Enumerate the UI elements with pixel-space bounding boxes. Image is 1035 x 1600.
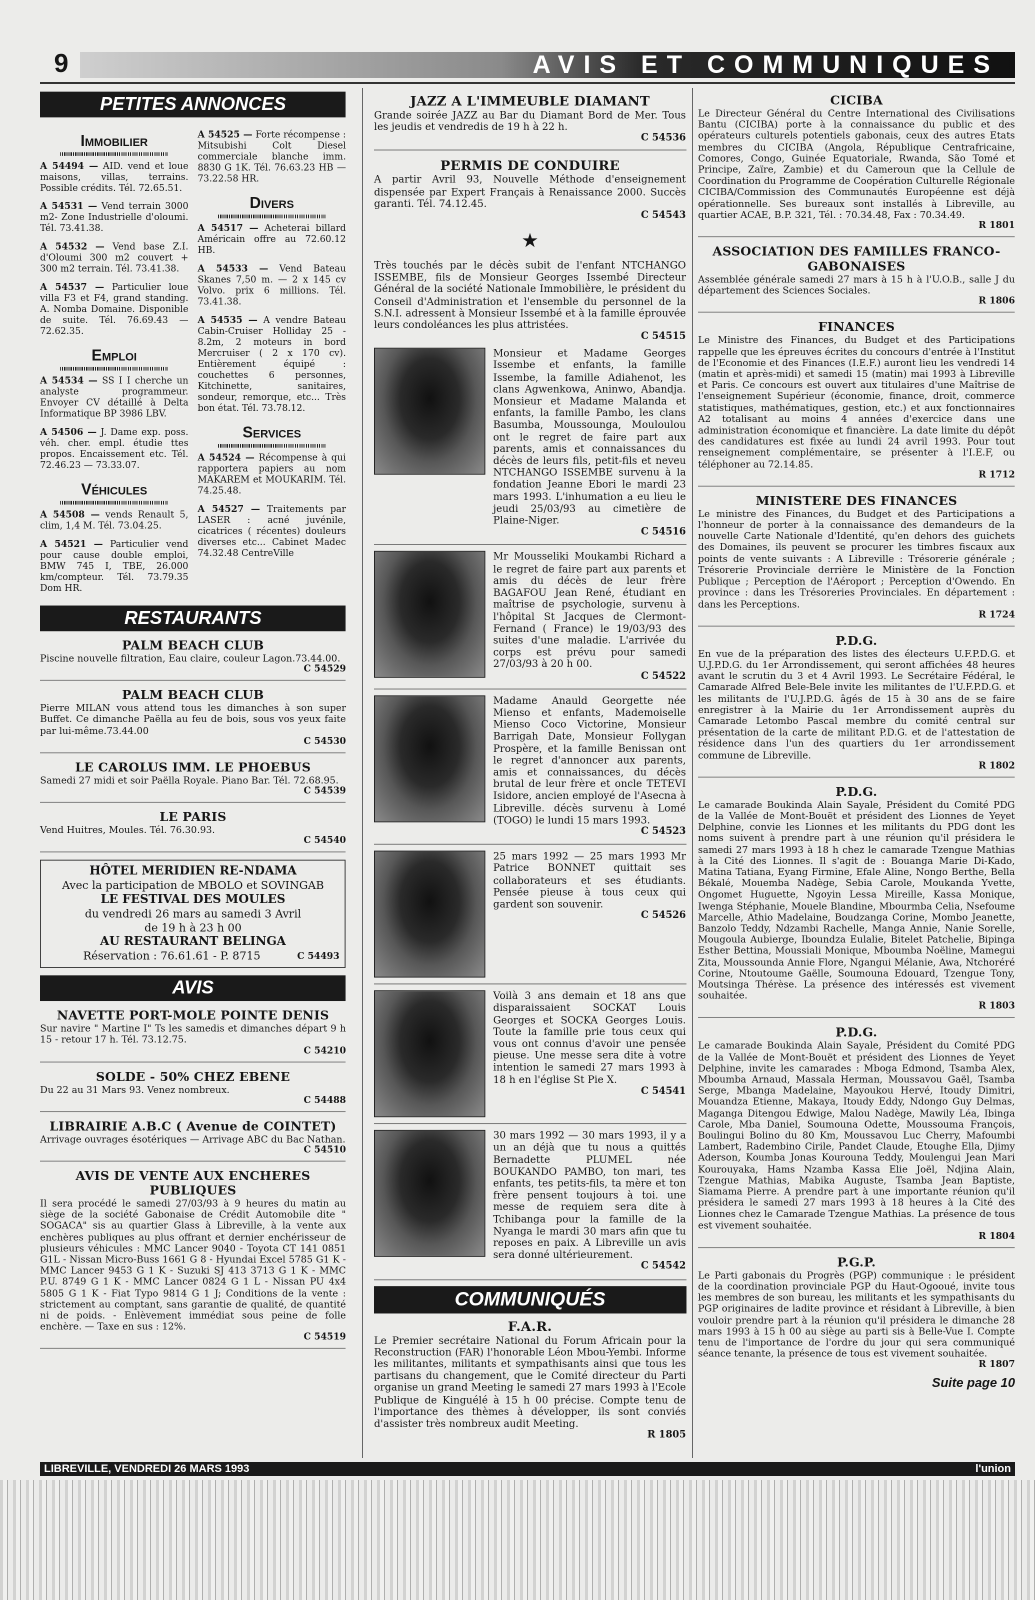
ad-text: AID. vend et loue maisons, villas, terrains. Possible crédits. Tél. 72.65.51.: [40, 161, 189, 194]
notice-far: [374, 1319, 686, 1441]
communique-title: FINANCES: [818, 320, 895, 336]
ad-number: A 54532 —: [40, 242, 105, 253]
ad-number: A 54517 —: [197, 223, 259, 234]
ad-list: [198, 130, 346, 185]
classified-ad: [40, 539, 188, 594]
notice-title: JAZZ A L'IMMEUBLE DIAMANT: [410, 93, 650, 110]
notice-text: Il sera procédé le samedi 27/03/93 à 9 heures du matin au siège de la société Gabonaise de Crédit Automobile dite " SOGACA" sis au quartier Glass à Libreville, à la vente aux enchères publiques au plus offrant et dernier enchérisseur de plusieurs véhicules : MMC Lancer 9040 - Toyota CT 141 0851 G1L - Nissan Micro-Buss 1661 G 8 - Hyundai Excel 5785 G1 K - MMC Lancer 9453 G 1 K - Suzuki SJ 413 3713 G 1 K - MMC P.U. 8749 G 1 K - MMC Lancer 0824 G 1 L - Nissan PU 4x4 5805 G 1 K - Fiat Typo 9814 G 1 J; Conditions de la vente : strictement au comptant, sans garantie de qualité, de quantité ni de poids. - Enlèvement immédiat sous peine de folle enchère. — Taxe en sus : 12%.: [40, 1198, 346, 1333]
notice-title: SOLDE - 50% CHEZ EBENE: [95, 1069, 291, 1085]
divider: [40, 1161, 346, 1162]
meridien-line: [46, 950, 339, 964]
star-ornament: ★: [521, 228, 539, 253]
restaurants-heading: RESTAURANTS: [40, 606, 346, 632]
divider: [374, 1279, 686, 1280]
ad-reference: R 1804: [978, 1231, 1015, 1242]
meridien-line: AU RESTAURANT BELINGA: [100, 935, 286, 949]
divider: [698, 625, 1015, 626]
top-rule: [40, 82, 1015, 84]
ad-reference: R 1805: [647, 1429, 686, 1441]
category-vehicules: Véhicules: [81, 480, 148, 499]
notice-text: Vend Huitres, Moules. Tél. 76.30.93.: [40, 824, 215, 836]
ad-list: [198, 224, 346, 415]
category-rule: [60, 367, 168, 371]
notice-text: A partir Avril 93, Nouvelle Méthode d'enseignement dispensée par Expert Français à Renaissance 2000. Succès garanti. Tél. 74.12.45.: [374, 174, 686, 210]
divider: [40, 1348, 346, 1349]
communique-list: [698, 94, 1015, 1371]
ad-text: SS I I cherche un analyste programmeur. Envoyer CV détaillé à Delta Informatique BP 3986 LBV.: [40, 376, 189, 420]
meridien-reservation: Réservation : 76.61.61 - P. 8715: [83, 949, 261, 963]
ad-reference: R 1801: [978, 220, 1015, 231]
divider: [374, 150, 686, 151]
ad-text: vends Renault 5, clim, 1,4 M. Tél. 73.04.25.: [40, 510, 189, 532]
ad-list: [198, 453, 346, 559]
classified-ad: [198, 264, 346, 308]
ad-text: Particulier vend pour cause double emploi, BMW 745 I, TBE, 26.000 km/compteur. Tél. 73.79.35 Dom HR.: [40, 539, 189, 594]
classified-ad: [40, 202, 188, 235]
notice-text: Très touchés par le décès subit de l'enfant NTCHANGO ISSEMBE, fils de Monsieur Georges Issembé Directeur Général de la société Nationale Immobilière, le président du Conseil d'Administration et l'ensemble du personnel de la S.N.I. adressent à Monsieur Issembé et à la famille éprouvée leurs condoléances les plus attristées.: [374, 259, 686, 332]
notice: [40, 760, 346, 796]
communique-text: Assemblée générale samedi 27 mars à 15 h à l'U.O.B., salle J du département des Sciences Sociales.: [698, 274, 1015, 297]
notice-jazz: [374, 94, 686, 144]
petites-annonces-heading: PETITES ANNONCES: [40, 92, 346, 118]
ad-reference: C 54540: [303, 836, 346, 847]
meridien-title: HÔTEL MERIDIEN RE-NDAMA: [89, 864, 297, 879]
communiques-heading: COMMUNIQUÉS: [374, 1286, 686, 1313]
obituary-text: Voilà 3 ans demain et 18 ans que disparaissaient SOCKAT Louis Georges et SOCKA Georges Louis. Toute la famille prie tous ceux qui vous ont connus d'avoir une pensée pieuse. Une messe sera dite à votre intention le samedi 27 mars 1993 à 18 h en l'église St Pie X.: [493, 990, 686, 1086]
communique: [698, 785, 1015, 1012]
notice-text: Arrivage ouvrages ésotériques — Arrivage ABC du Bac Nathan.: [40, 1133, 346, 1145]
classifieds-col-b: [198, 123, 346, 602]
notice-title: LIBRAIRIE A.B.C ( Avenue de COINTET): [49, 1119, 337, 1134]
divider: [374, 544, 686, 545]
divider: [374, 984, 686, 985]
ad-number: A 54533 —: [197, 264, 269, 275]
divider: [698, 312, 1015, 313]
notice: [40, 639, 346, 675]
ad-reference: C 54529: [303, 664, 346, 675]
communique: [698, 634, 1015, 771]
ad-text: Vend terrain 3000 m2- Zone Industrielle d'oloumi. Tél. 73.41.38.: [40, 201, 189, 234]
communique: [698, 1255, 1015, 1370]
communique-text: Le camarade Boukinda Alain Sayale, Président du Comité PDG de la Vallée de Mont-Bouët et président des Lionnes de Yeyet Delphine, convie les Lionnes et les militants du PDG dont les noms suivent à prendre part à une réunion qu'il présidera le samedi 27 mars 1993 à 18 h chez le camarade Tzengue Mathias à la Cité des Lionnes. Il s'agit de : Bouanga Marie Di-Kado, Matina Tatiana, Eyang Firmine, Efale Aline, Nongo Berthe, Bella Békalé, Mouemba Nadège, Sebia Carole, Moukanda Yvette, Ongomet Huguette, Ngoyin Lessa Mireille, Kassa Monique, Iwenga Stéphanie, Mouele Blandine, Mbourmba Celia, Nsefoume Marcelle, Athio Madelaine, Boudzanga Corine, Mombo Jeanette, Banzolo Teddy, Ndzambi Rachelle, Manga Annie, Nanie Sorelle, Mougoula Aubierge, Iboundza Eulalie, Bitelet Patchelie, Bipinga Esther Bettina, Moussiali Monique, Mboumba Noëline, Mamegui Zita, Moussounda Annie Flore, Ngangui Mélanie, Awa, Ntchoréré Corine, Ntoutoume Gaëlle, Soumouna Edouard, Tzengue Tony, Moutsinga Thérèse. La présence des intéressés est vivement souhaitée.: [698, 799, 1015, 1002]
obituary: [374, 348, 686, 539]
divider: [698, 486, 1015, 487]
communique-title: CICIBA: [830, 93, 883, 109]
obituary-body: [493, 851, 686, 978]
column-rule: [692, 88, 693, 1458]
ad-number: A 54535 —: [197, 315, 258, 326]
notice-text: Pierre MILAN vous attend tous les dimanches à son super Buffet. Ce dimanche Paëlla au feu de bois, sous vos yeux faite par lui-même.73.44.00: [40, 702, 346, 737]
ad-reference: C 54510: [303, 1145, 346, 1156]
ad-reference: R 1806: [978, 296, 1015, 307]
communique-text: Le ministre des Finances, du Budget et des Participations a l'honneur de porter à la connaissance des demandeurs de la nouvelle Carte Nationale d'Identité, qu'en dehors des guichets des Domaines, ils peuvent se procurer les timbres fiscaux aux points de vente suivants : A Libreville : Trésorerie générale ; Trésorerie Provinciale derrière le Ministère de la Fonction Publique ; Perception de l'Aéroport ; Perception d'Owendo. En province : dans les Trésoreries Provinciales. En département : dans les Perceptions.: [698, 508, 1015, 610]
notice: [40, 1070, 346, 1106]
obituary-text: 25 mars 1992 — 25 mars 1993 Mr Patrice BONNET quittait ses collaborateurs et ses étudiants. Pensée pieuse à tous ceux qui gardent son souvenir.: [493, 850, 686, 911]
ad-text: Particulier loue villa F3 et F4, grand standing. A. Nomba Domaine. Disponible de suite. Tél. 76.69.43 — 72.62.35.: [40, 282, 189, 337]
communique: [698, 1026, 1015, 1242]
category-rule: [60, 152, 168, 156]
ad-number: A 54506 —: [40, 427, 97, 438]
restaurant-list: [40, 639, 346, 853]
notice-text: Samedi 27 midi et soir Paëlla Royale. Piano Bar. Tél. 72.68.95.: [40, 775, 339, 787]
communique-title: P.D.G.: [835, 1025, 878, 1041]
ad-number: A 54531 —: [40, 201, 98, 212]
notice: [40, 810, 346, 846]
classified-ad: [198, 316, 346, 415]
column-rule: [362, 88, 363, 1458]
obituary: [374, 551, 686, 682]
ad-text: Vend base Z.I. d'Oloumi 300 m2 couvert + 300 m2 terrain. Tél. 73.41.38.: [40, 242, 189, 275]
continued-link[interactable]: Suite page 10: [931, 1375, 1015, 1391]
classified-ad: [40, 283, 188, 338]
ad-reference: C 54523: [640, 826, 686, 837]
ad-reference: C 54519: [303, 1332, 346, 1343]
ad-number: A 54524 —: [197, 453, 255, 464]
communique-text: Le Parti gabonais du Progrès (PGP) communique : le président de la coordination provinciale PGP du Haut-Ogooué, invite tous les membres de son bureau, les militants et les sympathisants du PGP originaires de ladite province et résidant à Libreville, à bien vouloir prendre part à la réunion qu'il présidera le dimanche 28 mars 1993 à 15 h 00 au siège au parti sis à Belle-Vue I. Compte tenu de l'importance de l'ordre du jour qui sera communiqué séance tenante, la présence de tous est vivement souhaitée.: [698, 1270, 1015, 1360]
divider: [40, 1061, 346, 1062]
ad-number: A 54508 —: [40, 510, 100, 521]
communique: [698, 245, 1015, 307]
category-emploi: Emploi: [91, 346, 137, 365]
notice-title: PERMIS DE CONDUIRE: [440, 158, 620, 175]
notice-text: Piscine nouvelle filtration, Eau claire, couleur Lagon.73.44.00.: [40, 653, 341, 665]
ad-reference: R 1802: [978, 760, 1015, 771]
ad-reference: C 54522: [640, 670, 686, 682]
communique-text: En vue de la préparation des listes des électeurs U.F.P.D.G. et U.J.P.D.G. du 1er Arrondissement, qui seront affichées 48 heures avant le scrutin du 3 et 4 Avril 1993. Le Secrétaire Fédéral, le Camarade Alfred Bele-Bele invite les militantes de l'U.F.P.D.G. et les militants de l'U.J.P.D.G. âgés de 15 à 30 ans de se faire enregistrer à la Mairie du 1er Arrondissement auprès du Camarade Letombo Pascal membre du comité central sur présentation de la carte de militant P.D.G. et de l'attestation de résidence dans l'un des quartiers du 1er arrondissement commune de Libreville.: [698, 648, 1015, 761]
section-title: AVIS ET COMMUNIQUES: [532, 52, 999, 78]
obituary-body: [493, 1130, 686, 1273]
communique-title: P.D.G.: [835, 784, 878, 800]
category-rule: [218, 215, 326, 219]
obituary-text: Madame Anauld Georgette née Mienso et enfants, Mademoiselle Mienso Coco Victorine, Monsieur Barrigah Date, Monsieur Follygan Prospère, et la famille Benissan ont le regret d'annoncer aux parents, amis et connaissances, du décès brutal de leur frère et oncle TETEVI Isidore, ancien employé de l'Asecna à Libreville. décès survenu à Lomé (TOGO) le lundi 15 mars 1993.: [493, 695, 686, 826]
communique-text: Le camarade Boukinda Alain Sayale, Président du Comité PDG de la Vallée de Mont-Bouët et président des Lionnes de Yeyet Delphine, invite les camarades : Mboga Edmond, Tsamba Alex, Mboumba Arnaud, Massala Herman, Moussavou Gaël, Tsamba Serge, Mbanga Madelaine, Mayoukou Hervé, Itoudy Dimitri, Mouandza Etienne, Makaya, Itoudy Eddy, Ndongo Guy Delmas, Maganga Ditengou Edwige, Malou Nadège, Mawily Léa, Ibinga Carole, Mba Daniel, Soumouna Odette, Moussouma François, Boulingui Bolino du 80 Km, Moussavou Luc Cherry, Mafoumbi Lambert, Radembino Cirile, Pandet Claude, Etoughe Ella, Djimy Aderson, Koumba Jonas Kourouna Teddy, Moulengui Jean Mari Kourouyaka, Hams Nzamba Kassa Elie Joël, Ndjina Alain, Tzengue Mathias, Mabika Auguste, Tsamba Jean Baptiste, Siamama Pierre. A prendre part à une importante réunion qu'il présidera le samedi 27 mars 1993 à 18 heures à la Cité des Lionnes chez le Camarade Tzengue Mathias. La présence de tous est vivement souhaitée.: [698, 1040, 1015, 1232]
communique-title: MINISTERE DES FINANCES: [755, 493, 958, 509]
notice-title: AVIS DE VENTE AUX ENCHERES PUBLIQUES: [75, 1168, 311, 1199]
category-services: Services: [242, 423, 302, 442]
portrait-photo: [374, 695, 485, 822]
avis-list: [40, 1009, 346, 1350]
meridien-box: [40, 860, 346, 968]
obituary: [374, 851, 686, 978]
notice-text: Sur navire " Martine I" Ts les samedis et dimanches départ 9 h 15 - retour 17 h. Tél. 73.12.75.: [40, 1023, 346, 1046]
classified-ad: [40, 161, 188, 194]
ad-number: A 54525 —: [197, 130, 253, 141]
category-divers: Divers: [249, 194, 294, 212]
divider: [40, 752, 346, 753]
ad-reference: C 54539: [303, 786, 346, 797]
ad-text: A vendre Bateau Cabin-Cruiser Holliday 25 - 8.2m, 2 moteurs in bord Mercruiser ( 2 x 170 cv). Entièrement équipé : couchettes 6 personnes, Kitchinette, sanitaires, sondeur, remorque, etc... Très bon état. Tél. 73.78.12.: [197, 315, 346, 414]
notice-text: Le Premier secrétaire National du Forum Africain pour la Reconstruction (FAR) l'honorable Léon Mbou-Yembi. Informe les militantes, militants et sympathisants ainsi que tous les partisans du changement, que le Comité directeur du Parti organise un grand Meeting le samedi 27 mars 1993 à l'Ecole Publique de Kinguélé à 15 h 00 précise. Compte tenu de l'importance des thèmes à développer, ils sont conviés d'assister très nombreux audit Meeting.: [374, 1334, 686, 1430]
notice-title: PALM BEACH CLUB: [121, 638, 265, 654]
classified-ad: [40, 376, 188, 420]
category-immobilier: Immobilier: [80, 132, 148, 150]
obituary: [374, 1130, 686, 1273]
communique-text: Le Directeur Général du Centre International des Civilisations Bantu (CICIBA) porte à la connaissance du public et des opérateurs culturels potentiels gabonais, ceux des autres Etats membres du CICIBA (Angola, République Centrafricaine, Comores, Congo, Guinée Equatoriale, Rwanda, São Tomé et Principe, Zaïre, Zambie) et du Cameroun que la Cellule de Coordination du Programme de Coopération Culturelle Régionale CICIBA/Commission des Communautés Européenne est déjà opérationnelle. Ses bureaux sont installés à Libreville, au quartier ACAE, B.P. 321, Tél. : 70.34.48, Fax : 70.34.49.: [698, 108, 1015, 221]
classified-ad: [198, 505, 346, 560]
obituary-body: [493, 348, 686, 539]
ad-reference: R 1724: [978, 609, 1015, 620]
ad-text: J. Dame exp. poss. véh. cher. empl. étudie ttes propos. Encaissement etc. Tél. 72.46.23 — 73.33.07.: [40, 427, 189, 471]
obituary-body: [493, 551, 686, 682]
notice-text: Du 22 au 31 Mars 93. Venez nombreux.: [40, 1084, 230, 1096]
ad-list: [40, 510, 188, 594]
meridien-line: de 19 h à 23 h 00: [144, 921, 242, 935]
portrait-photo: [374, 348, 485, 475]
notice: [40, 688, 346, 746]
meridien-line: du vendredi 26 mars au samedi 3 Avril: [84, 907, 302, 921]
notice-title: NAVETTE PORT-MOLE POINTE DENIS: [56, 1008, 330, 1024]
page-footer: [40, 1462, 1015, 1476]
ad-list: [40, 376, 188, 471]
notice: [40, 1169, 346, 1343]
communique-title: P.G.P.: [837, 1255, 876, 1271]
column-left: [40, 88, 346, 1355]
newspaper-name: l'union: [975, 1463, 1011, 1475]
communique-text: Le Ministre des Finances, du Budget et des Participations rappelle que les épreuves écrites du concours d'entrée à l'Institut de l'Economie et des Finances (I.E.F.) auront lieu les vendredi 14 (matin et après-midi) et samedi 15 (matin) mai 1993 à Libreville et Paris. Ce concours est ouvert aux titulaires d'une Maîtrise de l'enseignement Supérieur (économie, finance, droit, commerce statistiques, mathématiques, gestion, etc.) et aux fonctionnaires A2 totalisant au moins 4 années d'exercice dans une administration économique et financière. La date limite du dépôt des candidatures est fixée au lundi 24 avril 1993. Pour tout renseignement complémentaire, se présenter à l'I.E.F, ou téléphoner au 72.14.85.: [698, 335, 1015, 470]
notice-title: F.A.R.: [507, 1318, 553, 1335]
meridien-line: Avec la participation de MBOLO et SOVINGAB: [62, 879, 324, 893]
ad-reference: C 54530: [303, 736, 346, 747]
ad-text: Acheterai billard Américain offre au 72.60.12 HB.: [197, 223, 346, 256]
meridien-line: LE FESTIVAL DES MOULES: [100, 892, 286, 907]
communique-title: P.D.G.: [835, 633, 878, 649]
scan-noise: [0, 1480, 1035, 1600]
communique: [698, 494, 1015, 620]
portrait-photo: [374, 990, 485, 1117]
divider: [40, 680, 346, 681]
portrait-photo: [374, 1130, 485, 1257]
ad-number: A 54534 —: [40, 376, 98, 387]
obituary-text: Mr Mousseliki Moukambi Richard a le regret de faire part aux parents et amis du décès de leur frère BAGAFOU Jean René, étudiant en maîtrise de psychologie, survenu à l'hôpital St Jacques de Clermont-Fernand ( France) le 19/03/93 des suites d'une maladie. L'arrivée du corps est prévu pour samedi 27/03/93 à 20 h 00.: [493, 551, 686, 671]
divider: [374, 688, 686, 689]
notice-permis: [374, 159, 686, 221]
notice-text: Grande soirée JAZZ au Bar du Diamant Bord de Mer. Tous les jeudis et vendredis de 19 h à 22 h.: [374, 109, 686, 134]
notice-title: LE PARIS: [159, 810, 227, 825]
notice-ntchango: [374, 260, 686, 342]
divider: [374, 1123, 686, 1124]
avis-heading: AVIS: [40, 976, 346, 1002]
section-banner: [80, 52, 1015, 78]
portrait-photo: [374, 851, 485, 978]
ad-reference: C 54536: [640, 133, 686, 145]
classifieds: [40, 123, 346, 602]
classified-ad: [198, 130, 346, 185]
divider: [698, 1247, 1015, 1248]
notice: [40, 1009, 346, 1056]
obituary-body: [493, 695, 686, 838]
ad-reference: R 1803: [978, 1001, 1015, 1012]
ad-reference: C 54542: [640, 1261, 686, 1272]
divider: [40, 1111, 346, 1112]
ad-reference: C 54516: [640, 526, 686, 538]
classified-ad: [198, 453, 346, 497]
communique-title: ASSOCIATION DES FAMILLES FRANCO-GABONAISES: [712, 244, 1001, 275]
ad-reference: C 54543: [640, 210, 686, 221]
ad-number: A 54521 —: [40, 539, 103, 550]
ad-text: Vend Bateau Skanes 7,50 m. — 2 x 145 cv Volvo. prix 6 millions. Tél. 73.41.38.: [197, 264, 346, 308]
column-middle: [374, 88, 686, 1446]
communique: [698, 94, 1015, 231]
notice-title: PALM BEACH CLUB: [121, 688, 265, 703]
ad-reference: C 54541: [640, 1085, 686, 1097]
divider: [40, 802, 346, 803]
ad-text: Récompense à qui rapportera papiers au nom MAKAREM et MOUKARIM. Tél. 74.25.48.: [197, 453, 346, 497]
ad-reference: R 1712: [978, 469, 1015, 481]
notice-title: LE CAROLUS IMM. LE PHOEBUS: [75, 760, 311, 776]
divider: [698, 236, 1015, 237]
divider: [698, 776, 1015, 777]
classified-ad: [40, 242, 188, 275]
footer-date: LIBREVILLE, VENDREDI 26 MARS 1993: [44, 1463, 250, 1475]
classified-ad: [198, 224, 346, 257]
divider: [374, 844, 686, 845]
ad-reference: C 54526: [640, 910, 686, 922]
column-right: [698, 88, 1015, 1390]
category-rule: [60, 501, 168, 505]
ad-reference: C 54515: [640, 331, 686, 343]
divider: [698, 1017, 1015, 1018]
ad-text: Forte récompense : Mitsubishi Colt Diesel commerciale blanche imm. 8830 G 1K. Tél. 76.63.23 HB — 73.22.58 HR.: [197, 130, 347, 185]
obituary-text: Monsieur et Madame Georges Issembe et enfants, la famille Issembe, la famille Adiahenot, les clans Agwenkowa, Aninwo, Abandja. Monsieur et Madame Malanda et enfants, la famille Pambo, les clans Basumba, Moussounga, Mouloulou ont le regret de faire part aux parents, amis et connaissances du décès de leurs fils, petit-fils et neveu NTCHANGO ISSEMBE survenu à la fondation Jeanne Ebori le mardi 23 mars 1993. L'inhumation a eu lieu le jeudi 25/03/93 au cimetière de Plaine-Niger.: [493, 347, 686, 527]
ad-number: A 54537 —: [40, 282, 105, 293]
page-number: 9: [54, 48, 69, 78]
ad-reference: C 54493: [297, 951, 340, 962]
category-rule: [218, 444, 326, 448]
ad-reference: R 1807: [978, 1359, 1015, 1371]
ad-text: Traitements par LASER : acné juvénile, cicatrices ( récentes) douleurs diverses etc... Cabinet Madec 74.32.48 CentreVille: [197, 504, 346, 559]
notice: [40, 1119, 346, 1155]
classifieds-col-a: [40, 123, 188, 602]
obituary: [374, 990, 686, 1117]
classified-ad: [40, 428, 188, 472]
obituary: [374, 695, 686, 838]
obituary-body: [493, 990, 686, 1117]
communique: [698, 320, 1015, 480]
portrait-photo: [374, 551, 485, 678]
obituary-list: [374, 348, 686, 1280]
obituary-text: 30 mars 1992 — 30 mars 1993, il y a un an déjà que tu nous a quittés Bernadette PLUMEL née BOUKANDO PAMBO, ton mari, tes enfants, tes petits-fils, ta mère et ton frère pensent toujours à toi. une messe de requiem sera dite à Tchibanga pour la famille de la Nyanga le mardi 30 mars afin que tu reposes en paix. A Libreville un avis sera donné ultérieurement.: [493, 1130, 686, 1261]
ad-number: A 54494 —: [40, 161, 99, 172]
divider: [40, 852, 346, 853]
ad-list: [40, 161, 188, 337]
ad-reference: C 54488: [303, 1095, 346, 1106]
ad-number: A 54527 —: [197, 504, 261, 515]
ad-reference: C 54210: [303, 1045, 346, 1056]
classified-ad: [40, 510, 188, 532]
